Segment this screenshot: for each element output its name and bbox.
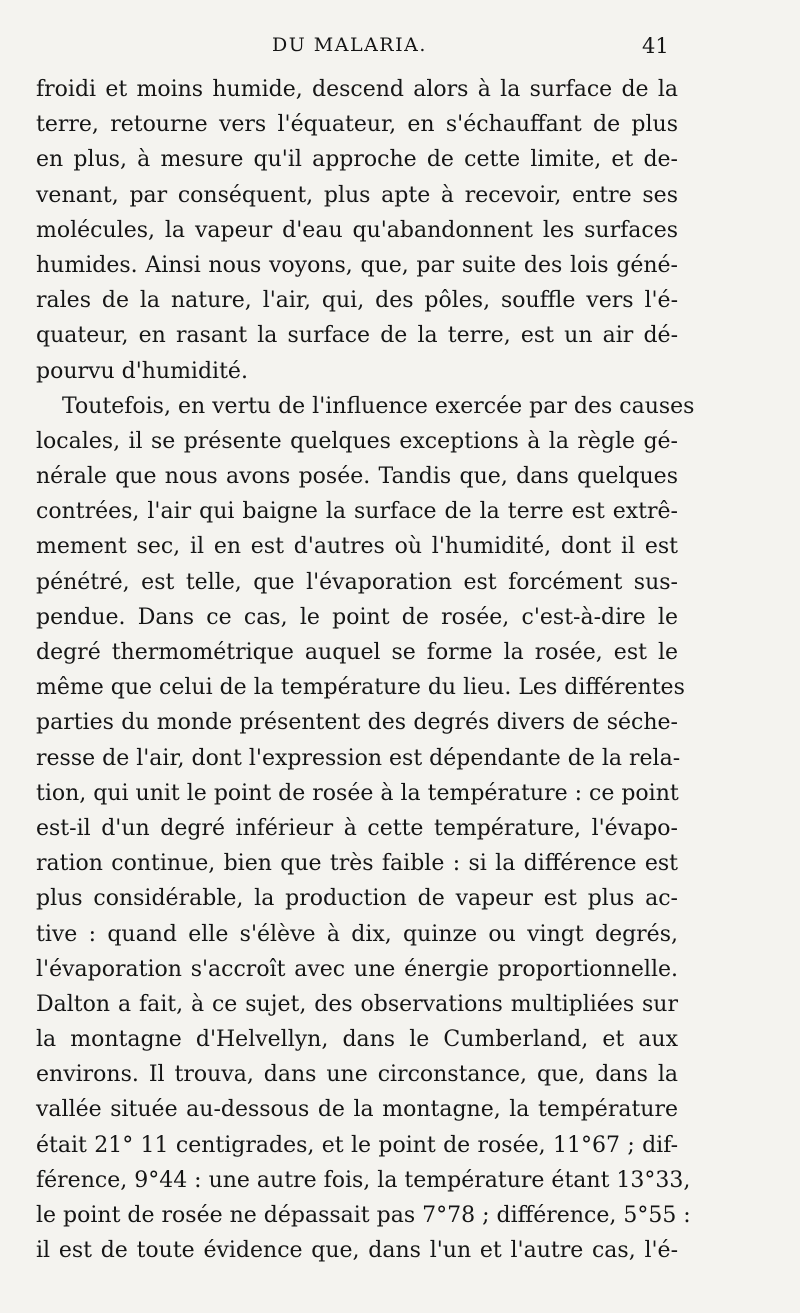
text-line: resse de l'air, dont l'expression est dépendante de la rela- [36,745,681,771]
text-line: environs. Il trouva, dans une circonstance, que, dans la [36,1062,678,1088]
text-line: degré thermométrique auquel se forme la rosée, est le [36,640,678,665]
text-line: contrées, l'air qui baigne la surface de la terre est extrê- [36,499,678,525]
text-line: terre, retourne vers l'équateur, en s'échauffant de plus [36,112,678,138]
text-line: mement sec, il en est d'autres où l'humidité, dont il est [36,534,678,560]
text-line: est-il d'un degré inférieur à cette température, l'évapo- [36,815,678,841]
text-line: parties du monde présentent des degrés divers de séche- [36,710,678,736]
text-line: tive : quand elle s'élève à dix, quinze ou vingt degrés, [36,921,678,947]
text-line: plus considérable, la production de vapeur est plus ac- [36,886,678,912]
text-line: pendue. Dans ce cas, le point de rosée, c'est-à-dire le [36,604,678,630]
text-line: locales, il se présente quelques exceptions à la règle gé- [36,428,678,454]
text-line: l'évaporation s'accroît avec une énergie proportionnelle. [36,956,678,982]
text-line: il est de toute évidence que, dans l'un et l'autre cas, l'é- [36,1238,678,1264]
text-line: rales de la nature, l'air, qui, des pôles, souffle vers l'é- [36,288,678,314]
page-number: 41 [642,34,669,58]
text-line: Dalton a fait, à ce sujet, des observations multipliées sur [36,991,678,1017]
text-line: le point de rosée ne dépassait pas 7°78 ; différence, 5°55 : [36,1203,691,1228]
text-line: quateur, en rasant la surface de la terre, est un air dé- [36,323,678,349]
running-title: DU MALARIA. [272,34,427,56]
text-line: était 21° 11 centigrades, et le point de rosée, 11°67 ; dif- [36,1132,678,1158]
text-line: ration continue, bien que très faible : si la différence est [36,851,678,877]
page-header [0,30,800,66]
text-line: même que celui de la température du lieu. Les différentes [36,675,685,701]
text-line: en plus, à mesure qu'il approche de cette limite, et de- [36,147,678,173]
text-line: froidi et moins humide, descend alors à la surface de la [36,77,678,102]
text-line: vallée située au-dessous de la montagne, la température [36,1097,678,1123]
text-line: tion, qui unit le point de rosée à la température : ce point [36,780,679,806]
text-line: venant, par conséquent, plus apte à recevoir, entre ses [36,182,678,208]
text-line: la montagne d'Helvellyn, dans le Cumberland, et aux [36,1027,678,1053]
text-line: humides. Ainsi nous voyons, que, par suite des lois géné- [36,252,678,278]
text-line: Toutefois, en vertu de l'influence exercée par des causes [62,393,695,419]
text-line: férence, 9°44 : une autre fois, la température étant 13°33, [36,1167,691,1193]
text-line: nérale que nous avons posée. Tandis que, dans quelques [36,464,678,490]
paragraph-1 [36,72,678,389]
text-line: pourvu d'humidité. [36,358,248,384]
text-line: pénétré, est telle, que l'évaporation est forcément sus- [36,569,678,595]
body-text [36,72,695,1268]
paragraph-2 [36,389,695,1269]
text-line: molécules, la vapeur d'eau qu'abandonnent les surfaces [36,217,678,243]
